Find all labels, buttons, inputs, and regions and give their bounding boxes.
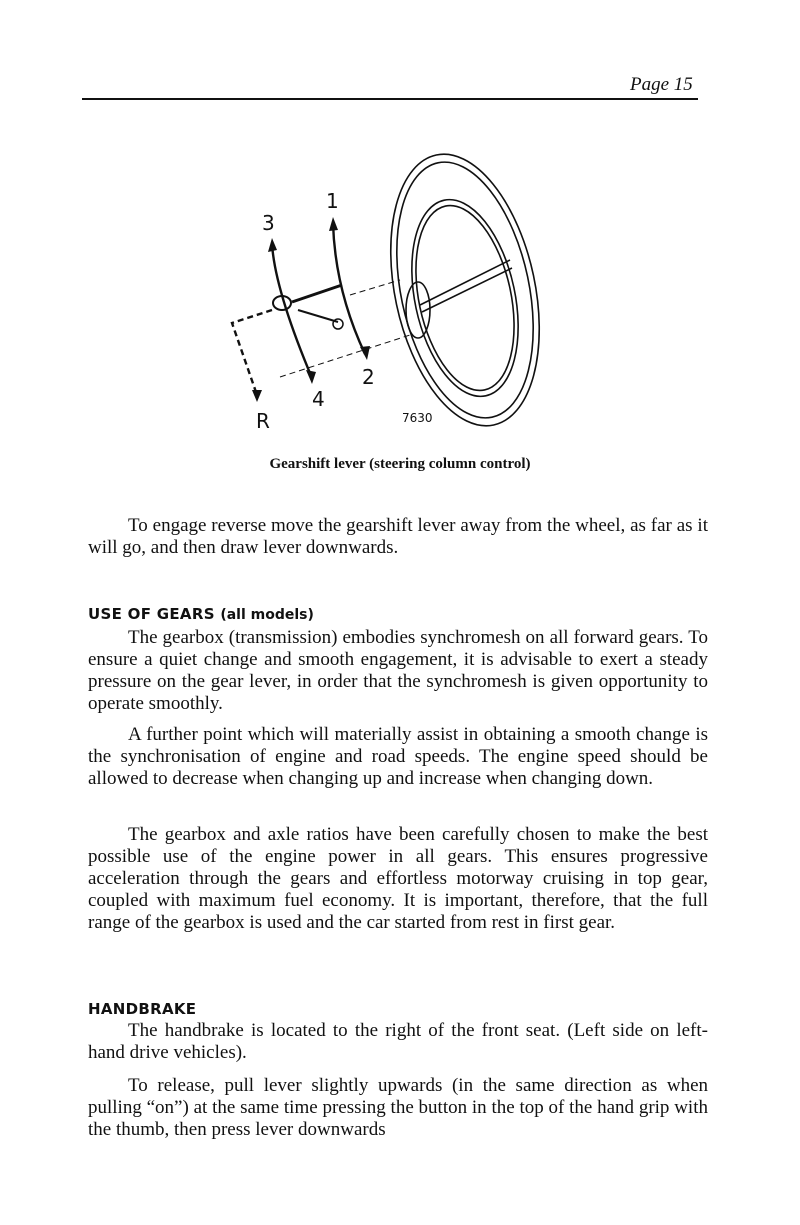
paragraph: A further point which will materially assist in obtaining a smooth change is the synchronisation of engine and road speeds. The engine speed should be allowed to decrease when changing up and increase when changing down. [88, 724, 708, 789]
steering-column [280, 280, 410, 377]
gear-lever [273, 285, 343, 329]
paragraph: The gearbox and axle ratios have been carefully chosen to make the best possible use of the engine power in all gears. This ensures progressive acceleration through the gears and effortless motorway cruising in top gear, coupled with maximum fuel economy. It is important, therefore, that the full range of the gearbox is used and the car started from rest in first gear. [88, 824, 708, 933]
section-heading-use-of-gears: USE OF GEARS (all models) [88, 605, 314, 623]
gear-label-4: 4 [312, 387, 325, 411]
gear-label-1: 1 [326, 189, 339, 213]
gear-label-2: 2 [362, 365, 375, 389]
header-rule [82, 98, 698, 100]
intro-paragraph: To engage reverse move the gearshift lever away from the wheel, as far as it will go, and then draw lever downwards. [88, 515, 708, 558]
gearshift-illustration [220, 140, 580, 440]
figure-number: 7630 [402, 411, 433, 425]
steering-wheel [368, 140, 562, 439]
figure-caption: Gearshift lever (steering column control) [269, 456, 531, 472]
section-heading-handbrake: HANDBRAKE [88, 1000, 197, 1018]
gear-label-reverse: R [256, 409, 270, 433]
paragraph: To release, pull lever slightly upwards (in the same direction as when pulling “on”) at the same time pressing the button in the top of the hand grip with the thumb, then press lever downwards [88, 1075, 708, 1140]
reverse-path [232, 310, 272, 395]
paragraph: The handbrake is located to the right of the front seat. (Left side on left-hand drive vehicles). [88, 1020, 708, 1063]
gear-label-3: 3 [262, 211, 275, 235]
page-number: Page 15 [630, 74, 693, 95]
paragraph: The gearbox (transmission) embodies synchromesh on all forward gears. To ensure a quiet change and smooth engagement, it is advisable to exert a steady pressure on the gear lever, in order that the synchromesh is given opportunity to operate smoothly. [88, 627, 708, 714]
